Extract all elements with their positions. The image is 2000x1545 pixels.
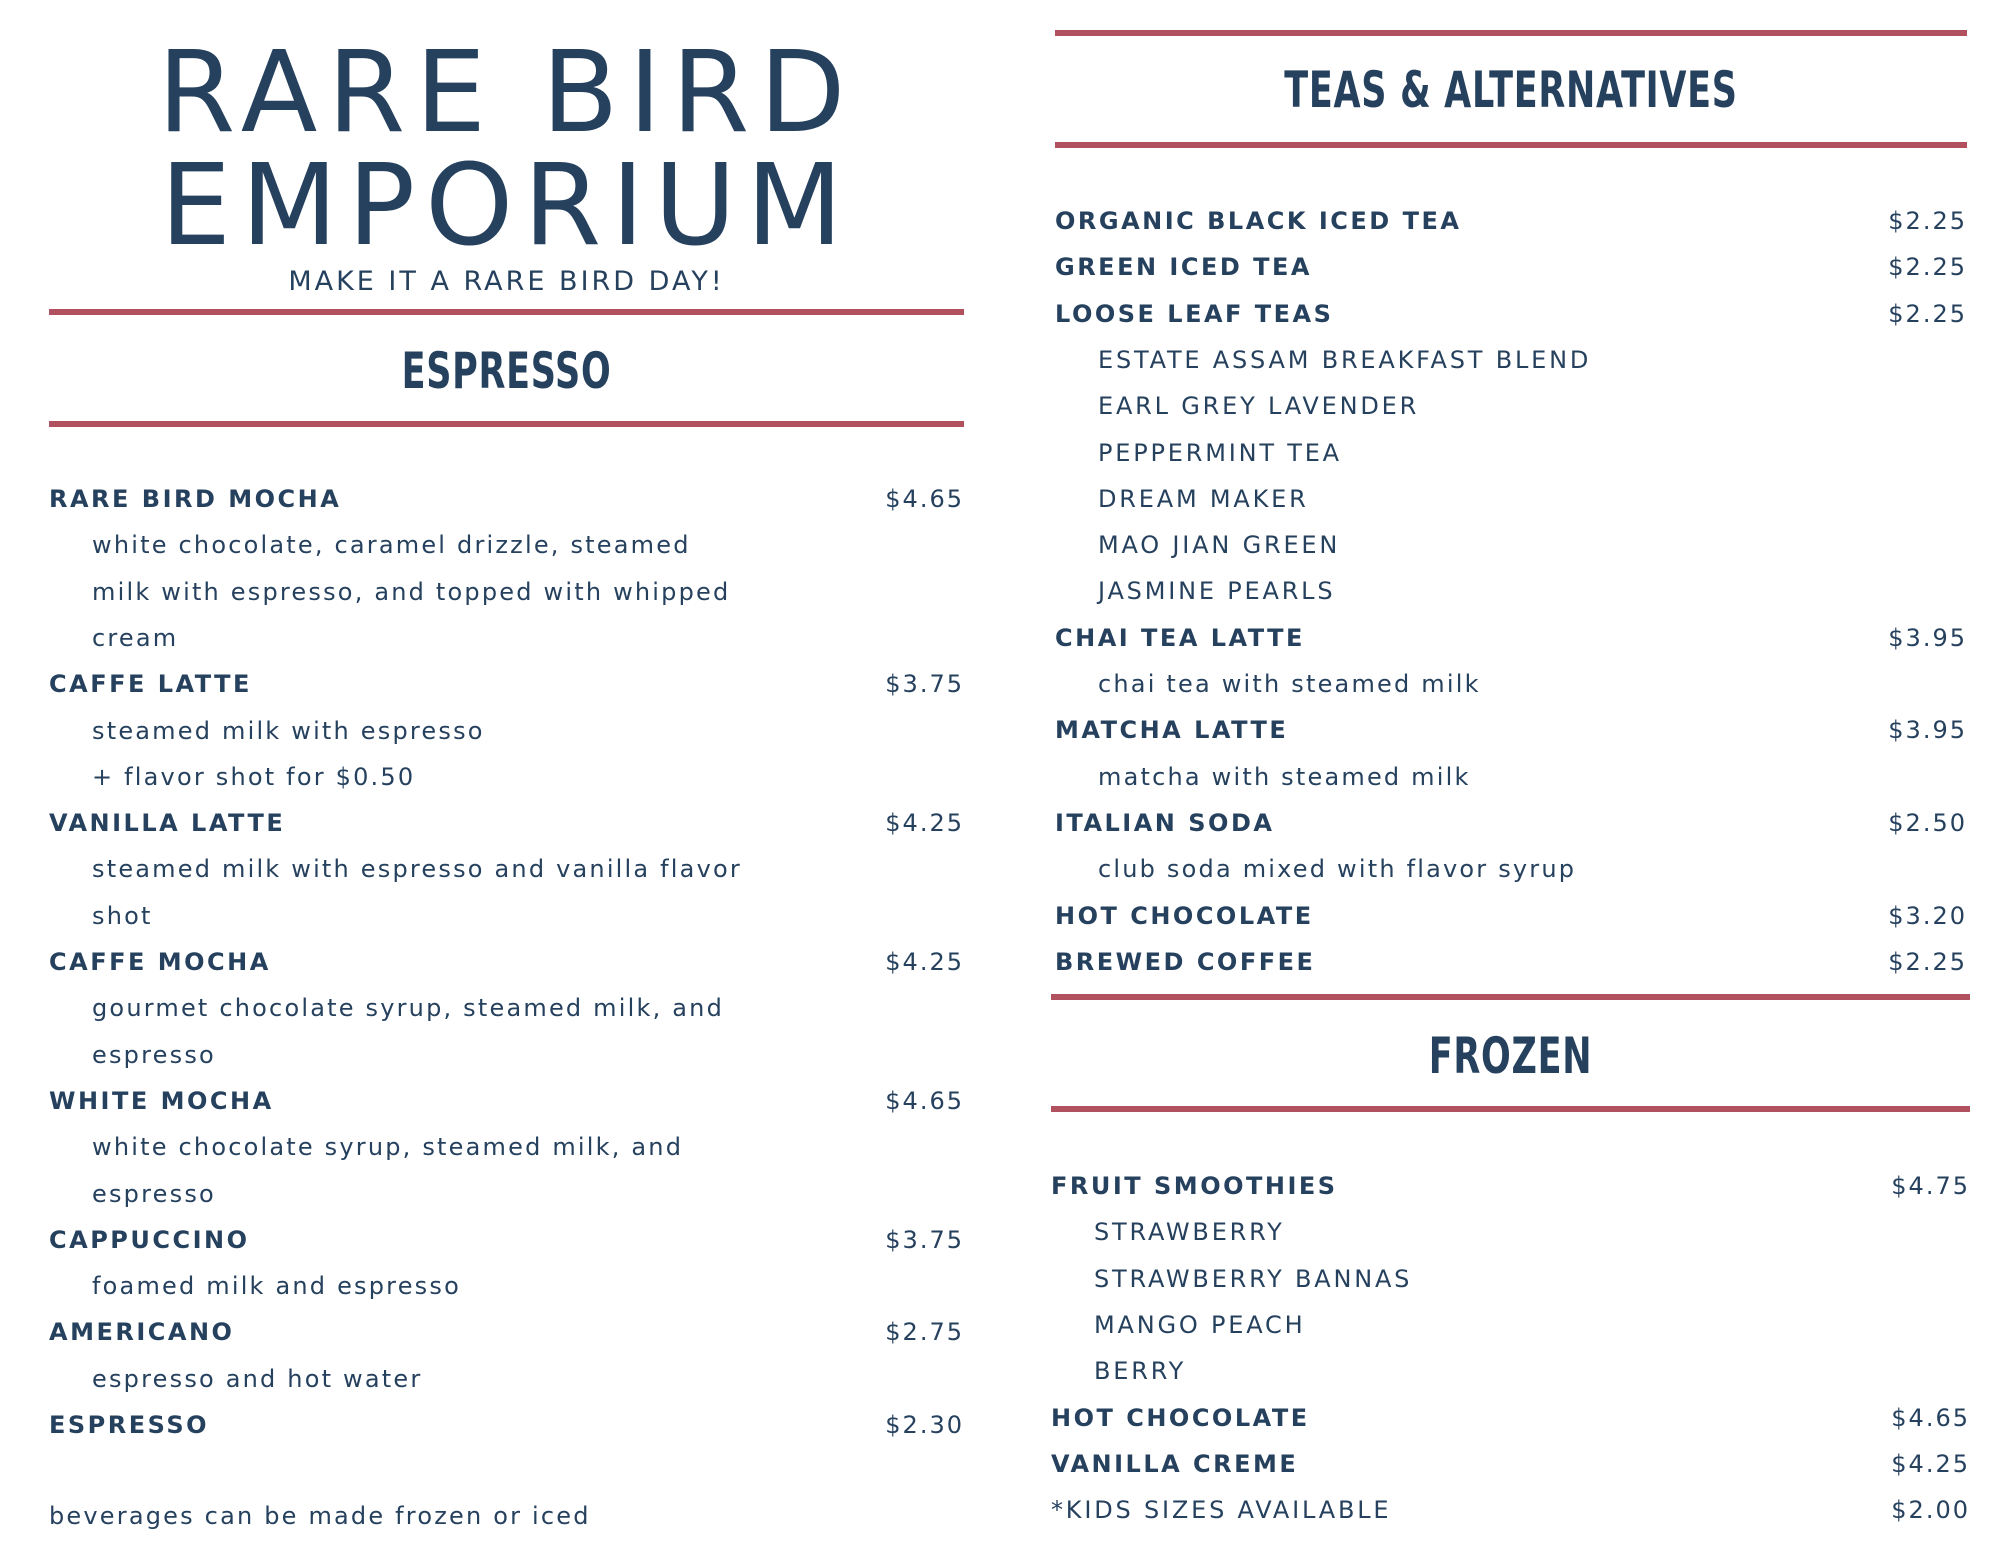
item-name: GREEN ICED TEA [1055,253,1312,281]
option-name: MAO JIAN GREEN [1098,531,1341,559]
espresso-row-description [49,1124,964,1170]
teas-row-item [1055,893,1967,939]
teas-row-item [1055,800,1967,846]
item-name: VANILLA CREME [1051,1450,1299,1478]
item-price: $4.25 [1891,1450,1970,1478]
frozen-heading: FROZEN [1428,1027,1593,1085]
item-description: steamed milk with espresso [92,717,485,745]
item-price: $2.25 [1888,948,1967,976]
item-name: ESPRESSO [49,1411,210,1439]
option-name: PEPPERMINT TEA [1098,439,1342,467]
item-description: milk with espresso, and topped with whipped [92,578,731,606]
teas-heading: TEAS & ALTERNATIVES [1284,61,1738,119]
item-description: shot [92,902,153,930]
espresso-row-description [49,1171,964,1217]
espresso-row-description [49,522,964,568]
item-description: gourmet chocolate syrup, steamed milk, and [92,994,725,1022]
option-name: EARL GREY LAVENDER [1098,392,1420,420]
item-description: foamed milk and espresso [92,1272,461,1300]
teas-row-description [1055,661,1967,707]
item-description: cream [92,624,179,652]
espresso-row-description [49,754,964,800]
item-description: white chocolate, caramel drizzle, steamed [92,531,691,559]
item-price: $3.75 [885,670,964,698]
espresso-row-item [49,1309,964,1355]
teas-row-option [1055,522,1967,568]
teas-row-description [1055,754,1967,800]
frozen-row-item [1051,1163,1970,1209]
teas-row-option [1055,337,1967,383]
item-name: HOT CHOCOLATE [1051,1404,1310,1432]
espresso-heading: ESPRESSO [401,342,612,400]
item-name: CAPPUCCINO [49,1226,250,1254]
teas-row-item [1055,244,1967,290]
item-name: FRUIT SMOOTHIES [1051,1172,1338,1200]
frozen-row-option [1051,1487,1970,1533]
item-price: $2.75 [885,1318,964,1346]
item-price: $2.25 [1888,207,1967,235]
item-description: chai tea with steamed milk [1098,670,1481,698]
menu-title-line-2: EMPORIUM [160,141,853,271]
teas-bottom-rule [1055,142,1967,148]
item-name: RARE BIRD MOCHA [49,485,342,513]
item-description: steamed milk with espresso and vanilla flavor [92,855,742,883]
frozen-top-rule [1051,994,1970,1000]
item-description: + flavor shot for $0.50 [92,763,416,791]
item-name: VANILLA LATTE [49,809,286,837]
option-name: DREAM MAKER [1098,485,1309,513]
item-name: CAFFE LATTE [49,670,252,698]
item-name: HOT CHOCOLATE [1055,902,1314,930]
item-description: espresso [92,1180,216,1208]
frozen-row-option [1051,1302,1970,1348]
frozen-row-option [1051,1256,1970,1302]
item-name: CAFFE MOCHA [49,948,271,976]
espresso-top-rule [49,309,964,315]
option-name: MANGO PEACH [1094,1311,1306,1339]
item-price: $4.25 [885,948,964,976]
item-price: $2.00 [1891,1496,1970,1524]
item-name: AMERICANO [49,1318,235,1346]
item-name: BREWED COFFEE [1055,948,1316,976]
item-price: $4.65 [885,485,964,513]
item-price: $2.25 [1888,300,1967,328]
espresso-row-item [49,1402,964,1448]
teas-row-item [1055,198,1967,244]
frozen-row-option [1051,1348,1970,1394]
item-description: matcha with steamed milk [1098,763,1471,791]
item-price: $2.50 [1888,809,1967,837]
item-price: $3.95 [1888,624,1967,652]
item-name: CHAI TEA LATTE [1055,624,1305,652]
espresso-row-description [49,1356,964,1402]
teas-row-option [1055,383,1967,429]
item-description: espresso [92,1041,216,1069]
item-price: $4.65 [1891,1404,1970,1432]
teas-row-description [1055,846,1967,892]
item-description: club soda mixed with flavor syrup [1098,855,1577,883]
item-price: $4.65 [885,1087,964,1115]
item-name: LOOSE LEAF TEAS [1055,300,1334,328]
item-name: ORGANIC BLACK ICED TEA [1055,207,1462,235]
menu-title-line-1: RARE BIRD [157,28,856,158]
tagline: MAKE IT A RARE BIRD DAY! [288,266,725,297]
espresso-row-description [49,1032,964,1078]
frozen-bottom-rule [1051,1106,1970,1112]
frozen-row-item [1051,1441,1970,1487]
teas-row-item [1055,939,1967,985]
espresso-row-item [49,476,964,522]
item-price: $4.75 [1891,1172,1970,1200]
espresso-row-description [49,985,964,1031]
espresso-row-description [49,569,964,615]
item-price: $2.25 [1888,253,1967,281]
espresso-row-item [49,661,964,707]
teas-row-option [1055,476,1967,522]
espresso-row-description [49,846,964,892]
espresso-row-description [49,1263,964,1309]
option-name: STRAWBERRY [1094,1218,1285,1246]
espresso-row-item [49,939,964,985]
item-price: $4.25 [885,809,964,837]
item-price: $3.75 [885,1226,964,1254]
option-name: JASMINE PEARLS [1098,577,1336,605]
option-name: STRAWBERRY BANNAS [1094,1265,1413,1293]
espresso-row-description [49,893,964,939]
item-name: ITALIAN SODA [1055,809,1275,837]
frozen-row-item [1051,1395,1970,1441]
item-price: $3.95 [1888,716,1967,744]
item-price: $2.30 [885,1411,964,1439]
teas-row-item [1055,291,1967,337]
teas-top-rule [1055,30,1967,36]
teas-row-item [1055,707,1967,753]
espresso-bottom-rule [49,421,964,427]
espresso-row-item [49,1078,964,1124]
espresso-row-item [49,800,964,846]
espresso-row-description [49,708,964,754]
option-name: ESTATE ASSAM BREAKFAST BLEND [1098,346,1592,374]
option-name: BERRY [1094,1357,1187,1385]
teas-row-item [1055,615,1967,661]
option-name: *KIDS SIZES AVAILABLE [1051,1496,1392,1524]
item-name: MATCHA LATTE [1055,716,1289,744]
espresso-row-description [49,615,964,661]
item-name: WHITE MOCHA [49,1087,274,1115]
espresso-row-item [49,1217,964,1263]
item-price: $3.20 [1888,902,1967,930]
item-description: espresso and hot water [92,1365,423,1393]
frozen-row-option [1051,1209,1970,1255]
espresso-footnote: beverages can be made frozen or iced [49,1502,591,1530]
item-description: white chocolate syrup, steamed milk, and [92,1133,684,1161]
teas-row-option [1055,568,1967,614]
teas-row-option [1055,430,1967,476]
